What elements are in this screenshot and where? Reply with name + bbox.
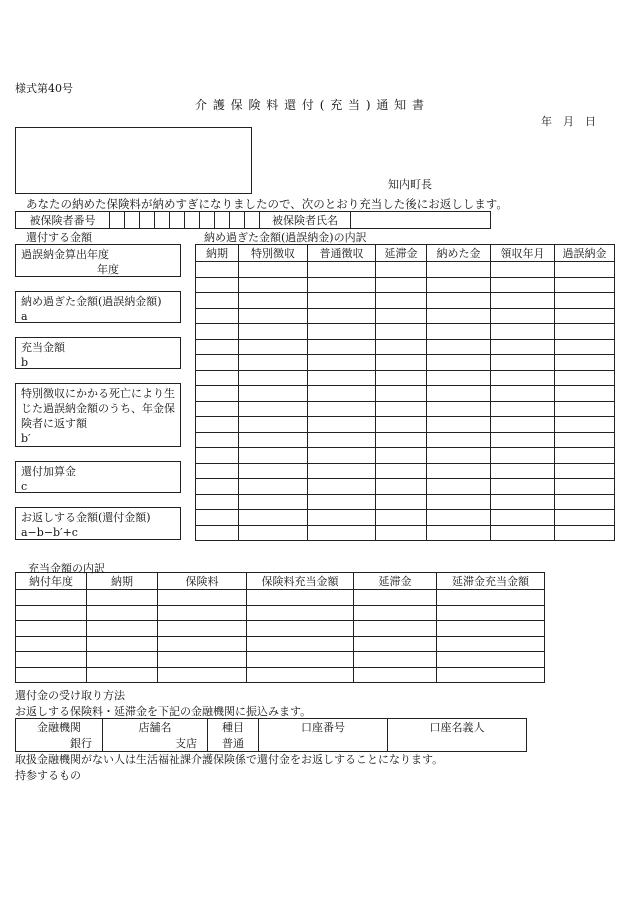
allocation-cell (437, 636, 545, 652)
breakdown-cell (308, 525, 376, 541)
allocation-header-cell: 納期 (87, 573, 158, 590)
allocation-cell (247, 590, 354, 606)
breakdown-cell (308, 293, 376, 309)
insured-number-cell (185, 212, 200, 229)
breakdown-cell (376, 277, 427, 293)
breakdown-cell (196, 448, 239, 464)
bank-header-cell: 口座名義人 (388, 719, 527, 736)
breakdown-row (196, 370, 615, 386)
breakdown-cell (376, 463, 427, 479)
allocation-header-cell: 納付年度 (16, 573, 87, 590)
refund-surcharge-label: 還付加算金 (21, 465, 76, 478)
insured-number-cell (230, 212, 245, 229)
allocated-amount-label: 充当金額 (21, 341, 65, 354)
breakdown-row (196, 432, 615, 448)
breakdown-cell (427, 262, 491, 278)
overpaid-amount-symbol: a (21, 310, 28, 323)
allocation-cell (354, 605, 437, 621)
breakdown-cell (376, 417, 427, 433)
bank-header-cell: 金融機関 (16, 719, 103, 736)
refund-total-box (15, 507, 181, 540)
breakdown-cell (308, 417, 376, 433)
breakdown-cell (376, 262, 427, 278)
breakdown-cell (239, 510, 308, 526)
breakdown-row (196, 448, 615, 464)
pension-return-label: 特別徴収にかかる死亡により生じた過誤納金額のうち、年金保険者に返す額 (21, 387, 175, 430)
breakdown-cell (555, 277, 615, 293)
breakdown-cell (555, 463, 615, 479)
allocation-cell (87, 605, 158, 621)
breakdown-cell (491, 308, 555, 324)
breakdown-cell (427, 324, 491, 340)
refund-surcharge-symbol: c (21, 480, 28, 493)
form-number: 様式第40号 (15, 82, 73, 95)
breakdown-cell (555, 293, 615, 309)
allocation-cell (16, 667, 87, 683)
bank-table (15, 718, 527, 752)
breakdown-cell (427, 417, 491, 433)
breakdown-cell (555, 401, 615, 417)
breakdown-row (196, 277, 615, 293)
breakdown-cell (491, 463, 555, 479)
allocation-cell (158, 590, 247, 606)
allocation-cell (87, 667, 158, 683)
insured-name-label: 被保険者氏名 (260, 212, 351, 229)
allocation-header-cell: 保険料 (158, 573, 247, 590)
insured-number-cell (140, 212, 155, 229)
allocation-row (16, 636, 545, 652)
insured-number-cell (155, 212, 170, 229)
allocation-cell (16, 621, 87, 637)
overpaid-amount-label: 納め過ぎた金額(過誤納金額) (21, 295, 162, 308)
breakdown-cell (196, 525, 239, 541)
breakdown-cell (308, 324, 376, 340)
breakdown-cell (491, 355, 555, 371)
breakdown-cell (376, 355, 427, 371)
breakdown-cell (376, 494, 427, 510)
allocation-cell (16, 590, 87, 606)
breakdown-cell (491, 324, 555, 340)
breakdown-cell (555, 324, 615, 340)
breakdown-cell (196, 417, 239, 433)
breakdown-header-cell: 特別徴収 (239, 245, 308, 262)
breakdown-row (196, 262, 615, 278)
breakdown-cell (239, 479, 308, 495)
allocation-cell (158, 636, 247, 652)
insured-number-cell (200, 212, 215, 229)
breakdown-cell (555, 525, 615, 541)
breakdown-cell (427, 370, 491, 386)
allocation-cell (247, 605, 354, 621)
pension-return-symbol: b′ (21, 432, 31, 445)
breakdown-cell (376, 324, 427, 340)
breakdown-cell (491, 262, 555, 278)
breakdown-cell (376, 510, 427, 526)
breakdown-cell (555, 417, 615, 433)
breakdown-header-cell: 普通徴収 (308, 245, 376, 262)
breakdown-cell (427, 479, 491, 495)
issuer: 知内町長 (388, 178, 432, 191)
allocation-cell (87, 652, 158, 668)
insured-number-cell (245, 212, 260, 229)
breakdown-cell (376, 370, 427, 386)
breakdown-cell (308, 479, 376, 495)
no-bank-note: 取扱金融機関がない人は生活福祉課介護保険係で還付金をお返しすることになります。 (15, 753, 444, 766)
allocated-amount-box (15, 337, 181, 369)
breakdown-row (196, 339, 615, 355)
breakdown-cell (376, 401, 427, 417)
allocation-cell (247, 621, 354, 637)
breakdown-cell (239, 401, 308, 417)
allocation-cell (87, 590, 158, 606)
pension-return-box (15, 383, 181, 447)
breakdown-cell (308, 510, 376, 526)
breakdown-cell (196, 370, 239, 386)
breakdown-row (196, 324, 615, 340)
allocation-row (16, 621, 545, 637)
breakdown-cell (555, 386, 615, 402)
bank-value-cell: 支店 (103, 735, 208, 752)
breakdown-table (195, 244, 615, 541)
insured-number-label: 被保険者番号 (16, 212, 110, 229)
breakdown-header-cell: 納めた金 (427, 245, 491, 262)
breakdown-cell (308, 432, 376, 448)
allocation-cell (16, 652, 87, 668)
breakdown-cell (196, 339, 239, 355)
breakdown-cell (427, 401, 491, 417)
breakdown-cell (491, 339, 555, 355)
allocation-cell (87, 636, 158, 652)
breakdown-cell (196, 277, 239, 293)
breakdown-cell (555, 432, 615, 448)
breakdown-cell (196, 479, 239, 495)
allocation-cell (437, 652, 545, 668)
allocation-cell (158, 605, 247, 621)
allocation-cell (354, 590, 437, 606)
allocation-cell (437, 605, 545, 621)
allocation-header-cell: 保険料充当金額 (247, 573, 354, 590)
breakdown-cell (196, 401, 239, 417)
transfer-text: お返しする保険料・延滞金を下記の金融機関に振込みます。 (15, 705, 312, 718)
refund-total-formula: a−b−b′+c (21, 526, 78, 539)
breakdown-label: 納め過ぎた金額(過誤納金)の内訳 (204, 231, 367, 244)
breakdown-cell (376, 432, 427, 448)
allocation-cell (437, 667, 545, 683)
refund-year-box (15, 244, 181, 277)
receipt-method-label: 還付金の受け取り方法 (15, 689, 125, 702)
breakdown-cell (239, 293, 308, 309)
breakdown-cell (555, 370, 615, 386)
breakdown-cell (376, 339, 427, 355)
address-box (15, 127, 252, 194)
breakdown-cell (308, 386, 376, 402)
breakdown-row (196, 401, 615, 417)
breakdown-cell (308, 370, 376, 386)
breakdown-row (196, 417, 615, 433)
breakdown-cell (427, 448, 491, 464)
breakdown-cell (239, 432, 308, 448)
breakdown-header-cell: 過誤納金 (555, 245, 615, 262)
breakdown-row (196, 479, 615, 495)
breakdown-cell (555, 355, 615, 371)
bank-header-cell: 店舗名 (103, 719, 208, 736)
allocation-cell (16, 636, 87, 652)
breakdown-cell (491, 401, 555, 417)
breakdown-cell (196, 324, 239, 340)
breakdown-cell (239, 417, 308, 433)
allocation-cell (354, 621, 437, 637)
breakdown-cell (491, 448, 555, 464)
allocation-cell (158, 652, 247, 668)
breakdown-cell (376, 525, 427, 541)
allocation-label: 充当金額の内訳 (28, 562, 105, 575)
bank-header-cell: 口座番号 (259, 719, 388, 736)
allocation-row (16, 605, 545, 621)
breakdown-row (196, 463, 615, 479)
breakdown-row (196, 386, 615, 402)
bring-label: 持参するもの (15, 769, 81, 782)
breakdown-cell (555, 479, 615, 495)
allocation-cell (158, 667, 247, 683)
breakdown-cell (427, 432, 491, 448)
breakdown-cell (308, 308, 376, 324)
breakdown-cell (491, 386, 555, 402)
breakdown-row (196, 308, 615, 324)
breakdown-header-cell: 延滞金 (376, 245, 427, 262)
allocation-cell (354, 667, 437, 683)
refund-year-unit: 年度 (97, 263, 119, 276)
breakdown-cell (308, 463, 376, 479)
breakdown-cell (555, 339, 615, 355)
breakdown-cell (308, 494, 376, 510)
breakdown-cell (196, 386, 239, 402)
bank-value-cell (259, 735, 388, 752)
breakdown-cell (491, 494, 555, 510)
breakdown-cell (427, 308, 491, 324)
breakdown-cell (239, 339, 308, 355)
allocation-cell (16, 605, 87, 621)
bank-value-cell (388, 735, 527, 752)
allocation-cell (354, 652, 437, 668)
breakdown-cell (239, 448, 308, 464)
allocation-cell (437, 621, 545, 637)
breakdown-cell (196, 308, 239, 324)
insured-number-cell (125, 212, 140, 229)
breakdown-cell (196, 262, 239, 278)
breakdown-cell (555, 262, 615, 278)
breakdown-cell (376, 386, 427, 402)
breakdown-row (196, 510, 615, 526)
page-title: 介 護 保 険 料 還 付 ( 充 当 ) 通 知 書 (195, 98, 425, 112)
allocation-cell (158, 621, 247, 637)
allocation-table (15, 572, 545, 683)
breakdown-cell (239, 463, 308, 479)
breakdown-cell (427, 386, 491, 402)
allocation-header-cell: 延滞金充当金額 (437, 573, 545, 590)
refund-surcharge-box (15, 461, 181, 493)
allocation-header-cell: 延滞金 (354, 573, 437, 590)
insured-table (15, 211, 491, 229)
overpaid-amount-box (15, 291, 181, 323)
breakdown-cell (196, 463, 239, 479)
insured-number-cell (215, 212, 230, 229)
insured-number-cell (170, 212, 185, 229)
breakdown-cell (239, 324, 308, 340)
breakdown-cell (491, 370, 555, 386)
intro-text: あなたの納めた保険料が納めすぎになりましたので、次のとおり充当した後にお返しします。 (26, 197, 508, 211)
allocation-row (16, 652, 545, 668)
breakdown-cell (308, 448, 376, 464)
allocated-amount-symbol: b (21, 356, 29, 369)
breakdown-cell (491, 417, 555, 433)
breakdown-cell (308, 277, 376, 293)
refund-year-label: 過誤納金算出年度 (21, 248, 109, 261)
breakdown-cell (555, 510, 615, 526)
breakdown-cell (491, 479, 555, 495)
allocation-row (16, 667, 545, 683)
allocation-cell (247, 652, 354, 668)
breakdown-cell (239, 262, 308, 278)
breakdown-cell (239, 277, 308, 293)
bank-value-cell: 銀行 (16, 735, 103, 752)
breakdown-cell (308, 401, 376, 417)
breakdown-cell (308, 355, 376, 371)
breakdown-cell (239, 494, 308, 510)
breakdown-cell (239, 355, 308, 371)
breakdown-cell (239, 386, 308, 402)
breakdown-cell (239, 525, 308, 541)
breakdown-header-cell: 納期 (196, 245, 239, 262)
breakdown-cell (196, 293, 239, 309)
allocation-cell (247, 636, 354, 652)
breakdown-row (196, 293, 615, 309)
breakdown-cell (308, 339, 376, 355)
insured-number-cell (110, 212, 125, 229)
breakdown-cell (491, 525, 555, 541)
breakdown-cell (491, 432, 555, 448)
breakdown-cell (427, 339, 491, 355)
breakdown-cell (491, 293, 555, 309)
breakdown-cell (555, 308, 615, 324)
breakdown-cell (555, 494, 615, 510)
breakdown-row (196, 355, 615, 371)
breakdown-cell (555, 448, 615, 464)
date-label: 年 月 日 (541, 115, 596, 128)
breakdown-cell (376, 479, 427, 495)
breakdown-cell (427, 355, 491, 371)
allocation-cell (437, 590, 545, 606)
breakdown-row (196, 494, 615, 510)
refund-total-label: お返しする金額(還付金額) (21, 511, 151, 524)
breakdown-cell (308, 262, 376, 278)
breakdown-cell (196, 494, 239, 510)
breakdown-cell (427, 293, 491, 309)
breakdown-cell (196, 510, 239, 526)
bank-value-cell: 普通 (208, 735, 259, 752)
breakdown-cell (376, 448, 427, 464)
breakdown-header-cell: 領収年月 (491, 245, 555, 262)
breakdown-cell (427, 525, 491, 541)
breakdown-cell (239, 370, 308, 386)
breakdown-cell (491, 510, 555, 526)
breakdown-cell (376, 293, 427, 309)
breakdown-cell (239, 308, 308, 324)
breakdown-cell (427, 277, 491, 293)
bank-header-cell: 種目 (208, 719, 259, 736)
allocation-cell (87, 621, 158, 637)
breakdown-cell (376, 308, 427, 324)
allocation-cell (354, 636, 437, 652)
breakdown-cell (427, 510, 491, 526)
breakdown-row (196, 525, 615, 541)
breakdown-cell (491, 277, 555, 293)
allocation-cell (247, 667, 354, 683)
refund-section-label: 還付する金額 (26, 231, 92, 244)
breakdown-cell (427, 463, 491, 479)
breakdown-cell (427, 494, 491, 510)
insured-name-cell (351, 212, 491, 229)
breakdown-cell (196, 432, 239, 448)
breakdown-cell (196, 355, 239, 371)
allocation-row (16, 590, 545, 606)
